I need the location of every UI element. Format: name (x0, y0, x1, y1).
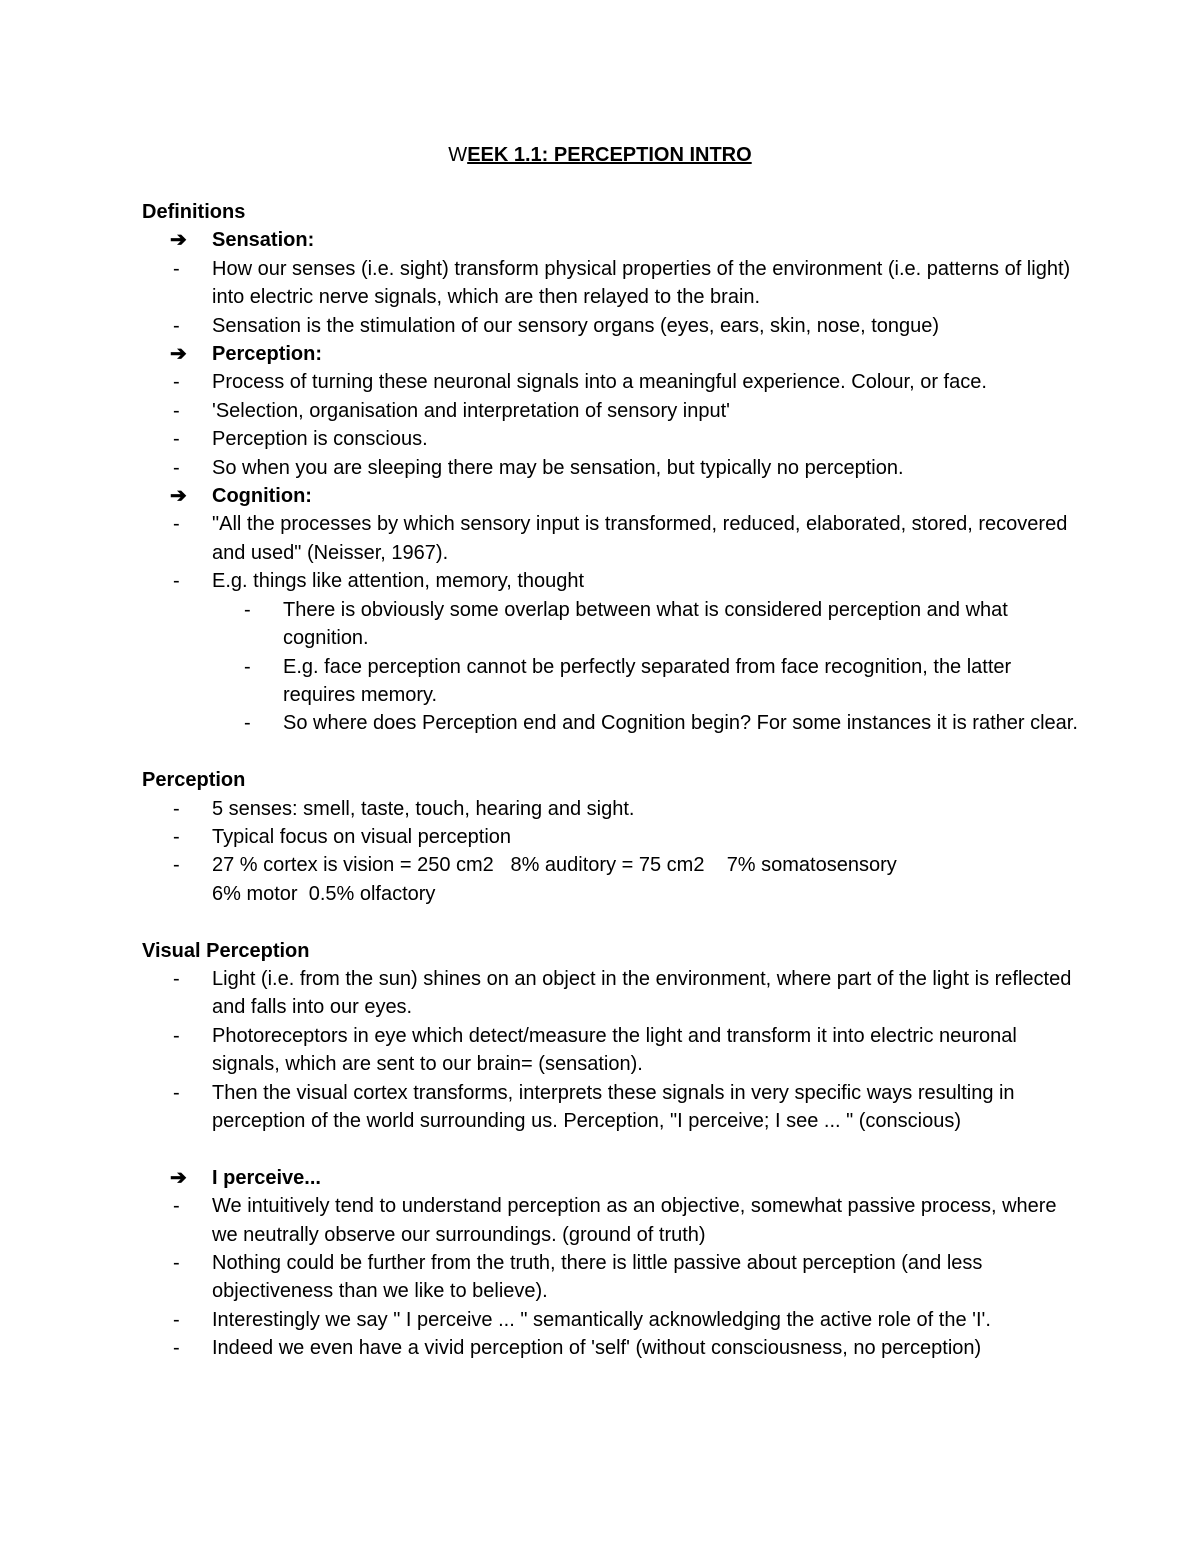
dash-bullet-icon: - (244, 712, 251, 735)
cortex-line-2: 6% motor 0.5% olfactory (212, 882, 436, 905)
dash-bullet-icon: - (173, 825, 180, 848)
list-item-text: We intuitively tend to understand perception as an objective, somewhat passive process, where we neutrally observe our surroundings. (ground of truth) (212, 1195, 1057, 1246)
dash-bullet-icon: - (173, 371, 180, 394)
arrow-icon: ➔ (170, 485, 187, 508)
title-underlined: EEK 1.1: PERCEPTION INTRO (467, 144, 752, 166)
blank-line (142, 738, 1082, 766)
subheading-i-perceive (142, 1164, 1082, 1192)
arrow-icon: ➔ (170, 1166, 187, 1189)
dash-bullet-icon: - (173, 399, 180, 422)
list-item (142, 368, 1082, 396)
list-item-text: Then the visual cortex transforms, interprets these signals in very specific ways resulting in perception of the world surrounding us. Perception, "I perceive; I see ... " (conscious) (212, 1081, 1015, 1132)
list-item-text: Photoreceptors in eye which detect/measure the light and transform it into electric neuronal signals, which are sent to our brain= (sensation). (212, 1024, 1017, 1076)
list-item-text: E.g. things like attention, memory, thought (212, 570, 585, 593)
section-heading-visual-perception: Visual Perception (142, 939, 310, 962)
list-item (142, 1306, 1082, 1334)
cortex-line-1: 27 % cortex is vision = 250 cm2 8% auditory = 75 cm2 7% somatosensory (212, 854, 897, 877)
blank-line (142, 908, 1082, 936)
list-item-text: Typical focus on visual perception (212, 825, 512, 848)
list-item (142, 255, 1082, 312)
list-item (142, 454, 1082, 482)
list-item (142, 1192, 1082, 1249)
dash-bullet-icon: - (173, 1024, 180, 1047)
nested-list-item (142, 653, 1082, 710)
dash-bullet-icon: - (173, 314, 180, 337)
list-item (142, 823, 1082, 851)
list-item-text: So where does Perception end and Cognition begin? For some instances it is rather clear. (283, 712, 1078, 735)
list-item (142, 1334, 1082, 1362)
list-item-text: Perception is conscious. (212, 428, 428, 451)
list-item-text: Sensation is the stimulation of our sensory organs (eyes, ears, skin, nose, tongue) (212, 314, 940, 337)
subheading-label: Sensation: (212, 229, 315, 252)
blank-line (142, 1135, 1082, 1163)
dash-bullet-icon: - (244, 598, 251, 621)
subheading-label: I perceive... (212, 1166, 321, 1189)
list-item-text: "All the processes by which sensory input is transformed, reduced, elaborated, stored, recovered and used" (Neisser, 1967). (212, 513, 1068, 564)
list-item-text: There is obviously some overlap between what is considered perception and what cognition. (283, 598, 1008, 650)
list-item-text: So when you are sleeping there may be sensation, but typically no perception. (212, 456, 904, 479)
dash-bullet-icon: - (173, 1251, 180, 1274)
document-title (0, 143, 1200, 167)
document-body (142, 198, 1082, 1363)
arrow-icon: ➔ (170, 229, 187, 252)
subheading-label: Cognition: (212, 485, 312, 508)
dash-bullet-icon: - (173, 1081, 180, 1104)
title-prefix: W (448, 144, 468, 166)
list-item (142, 1249, 1082, 1306)
list-item-text: Interestingly we say " I perceive ... " semantically acknowledging the active role of the 'I'. (212, 1308, 991, 1331)
list-item (142, 397, 1082, 425)
list-item (142, 965, 1082, 1022)
list-item-text: E.g. face perception cannot be perfectly separated from face recognition, the latter requires memory. (283, 655, 1012, 706)
nested-list-item (142, 709, 1082, 737)
list-item (142, 1022, 1082, 1079)
subheading-cognition (142, 482, 1082, 510)
dash-bullet-icon: - (173, 513, 180, 536)
dash-bullet-icon: - (173, 967, 180, 990)
dash-bullet-icon: - (173, 1195, 180, 1218)
dash-bullet-icon: - (173, 854, 180, 877)
dash-bullet-icon: - (173, 257, 180, 280)
list-item-cortex (142, 851, 1082, 908)
dash-bullet-icon: - (173, 797, 180, 820)
list-item-text: Indeed we even have a vivid perception of 'self' (without consciousness, no perception) (212, 1337, 982, 1360)
list-item (142, 567, 1082, 595)
list-item (142, 312, 1082, 340)
list-item (142, 795, 1082, 823)
list-item-text: Process of turning these neuronal signals into a meaningful experience. Colour, or face. (212, 371, 987, 394)
list-item (142, 425, 1082, 453)
dash-bullet-icon: - (173, 1337, 180, 1360)
dash-bullet-icon: - (173, 456, 180, 479)
list-item-text: How our senses (i.e. sight) transform physical properties of the environment (i.e. patterns of light) into electric nerve signals, which are then relayed to the brain. (212, 257, 1071, 309)
list-item-text: 'Selection, organisation and interpretation of sensory input' (212, 399, 730, 422)
subheading-label: Perception: (212, 343, 323, 366)
section-heading-perception: Perception (142, 769, 246, 792)
section-heading-definitions: Definitions (142, 201, 246, 223)
dash-bullet-icon: - (173, 570, 180, 593)
dash-bullet-icon: - (173, 428, 180, 451)
subheading-sensation (142, 226, 1082, 254)
dash-bullet-icon: - (173, 1308, 180, 1331)
dash-bullet-icon: - (244, 655, 251, 678)
nested-list-item (142, 596, 1082, 653)
list-item-text: 5 senses: smell, taste, touch, hearing and sight. (212, 797, 635, 820)
list-item (142, 1079, 1082, 1136)
list-item-text: Nothing could be further from the truth, there is little passive about perception (and less objectiveness than we like to believe). (212, 1251, 983, 1303)
list-item (142, 510, 1082, 567)
arrow-icon: ➔ (170, 343, 187, 366)
subheading-perception (142, 340, 1082, 368)
list-item-text: Light (i.e. from the sun) shines on an object in the environment, where part of the light is reflected and falls into our eyes. (212, 967, 1072, 1019)
